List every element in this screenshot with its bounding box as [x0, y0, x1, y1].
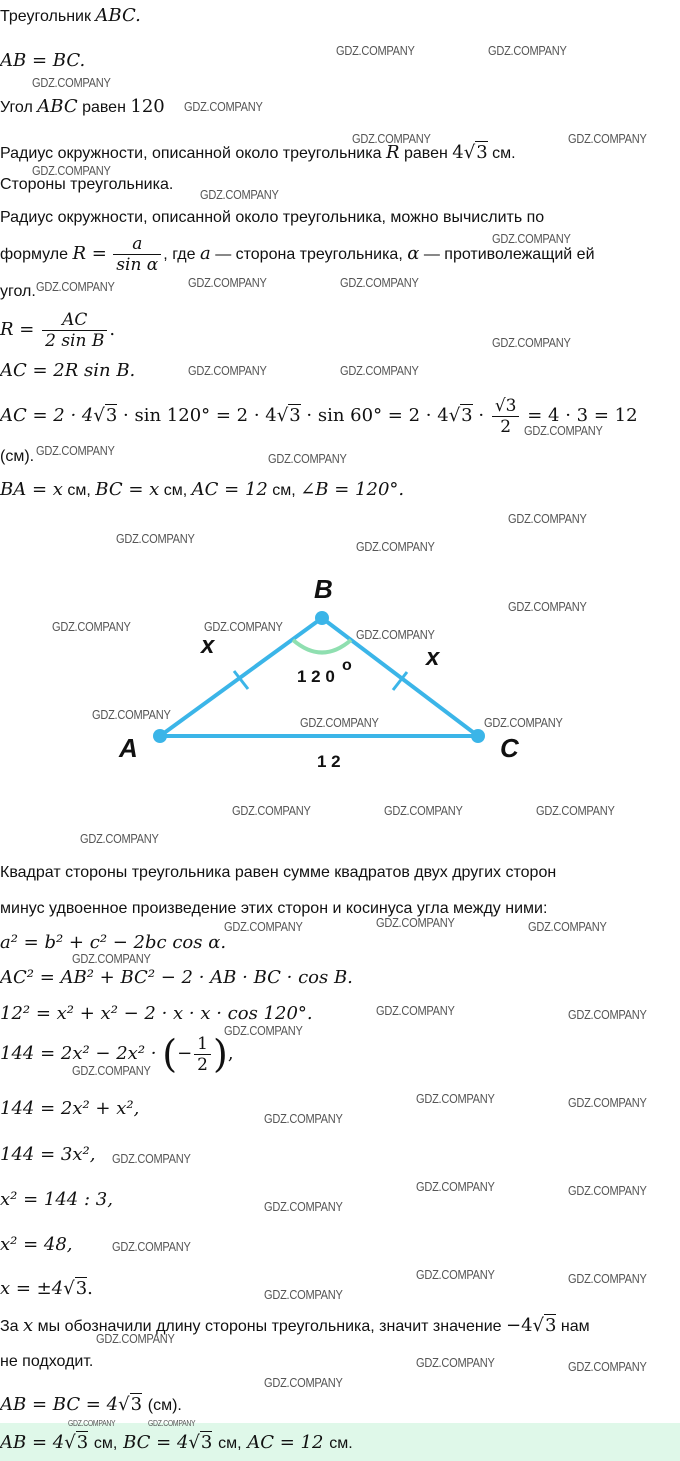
watermark: GDZ.COMPANY — [264, 1287, 343, 1302]
watermark: GDZ.COMPANY — [508, 511, 587, 526]
watermark: GDZ.COMPANY — [204, 619, 283, 634]
watermark: GDZ.COMPANY — [36, 279, 115, 294]
line-cosine-law-2: минус удвоенное произведение этих сторон и косинуса угла между ними: — [0, 900, 548, 917]
line-explain-2: не подходит. — [0, 1353, 94, 1370]
line-radius: Радиус окружности, описанной около треугольника R равен 4√3 см. — [0, 142, 516, 163]
watermark: GDZ.COMPANY — [384, 803, 463, 818]
line-r-formula: R = $\frac{AC}{\text{2 sin B}}$ . — [0, 309, 116, 351]
watermark: GDZ.COMPANY — [536, 803, 615, 818]
watermark: GDZ.COMPANY — [112, 1151, 191, 1166]
watermark: GDZ.COMPANY — [376, 915, 455, 930]
line-answer: AB = 4√3 см, BC = 4√3 см, AC = 12 см. — [0, 1432, 353, 1453]
line-cosine-law-1: Квадрат стороны треугольника равен сумме квадратов двух других сторон — [0, 864, 557, 881]
line-ac-calc: AC = 2 · 4√3 · sin 120° = 2 · 4√3 · sin 60° = 2 · 4√3 · $\frac{√3}{2}$ = 4 · 3 = 12 — [0, 395, 638, 437]
watermark: GDZ.COMPANY — [568, 1271, 647, 1286]
line-formula: формуле R = $\frac{a}{\text{sin α}}$ , где a — сторона треугольника, α — противолежащий ей — [0, 234, 595, 276]
vertex-b-dot — [315, 611, 329, 625]
watermark: GDZ.COMPANY — [568, 131, 647, 146]
watermark: GDZ.COMPANY — [492, 335, 571, 350]
line-sides: Стороны треугольника. — [0, 176, 174, 193]
watermark: GDZ.COMPANY — [356, 627, 435, 642]
line-144-c: 144 = 3x², — [0, 1144, 96, 1165]
label-degree-mark: о — [342, 657, 352, 674]
watermark: GDZ.COMPANY — [148, 1419, 196, 1428]
line-x2-48: x² = 48, — [0, 1234, 73, 1255]
line-cm: (см). — [0, 448, 35, 465]
line-ab-bc: AB = BC. — [0, 50, 86, 71]
line-angle: Угол ABC равен 120 — [0, 96, 165, 117]
watermark: GDZ.COMPANY — [264, 1199, 343, 1214]
line-angle-word: угол. — [0, 283, 36, 300]
watermark: GDZ.COMPANY — [488, 43, 567, 58]
line-ab-bc-value: AB = BC = 4√3 (см). — [0, 1394, 182, 1415]
watermark: GDZ.COMPANY — [92, 707, 171, 722]
line-ac-squared: AC² = AB² + BC² − 2 · AB · BC · cos B. — [0, 967, 353, 988]
watermark: GDZ.COMPANY — [568, 1095, 647, 1110]
watermark: GDZ.COMPANY — [508, 599, 587, 614]
vertex-a-dot — [153, 729, 167, 743]
label-c: C — [500, 733, 519, 763]
watermark: GDZ.COMPANY — [232, 803, 311, 818]
watermark: GDZ.COMPANY — [188, 363, 267, 378]
label-side-ab: x — [201, 632, 215, 659]
watermark: GDZ.COMPANY — [568, 1183, 647, 1198]
watermark: GDZ.COMPANY — [188, 275, 267, 290]
watermark: GDZ.COMPANY — [484, 715, 563, 730]
label-b: B — [314, 574, 333, 604]
watermark: GDZ.COMPANY — [416, 1091, 495, 1106]
label-angle-b: 1 2 0 — [297, 667, 335, 686]
watermark: GDZ.COMPANY — [80, 831, 159, 846]
watermark: GDZ.COMPANY — [184, 99, 263, 114]
watermark: GDZ.COMPANY — [32, 163, 111, 178]
line-triangle: Треугольник ABC. — [0, 5, 141, 26]
line-x-value: x = ±4√3. — [0, 1278, 93, 1299]
label-side-bc: x — [426, 644, 440, 671]
label-side-ac: 1 2 — [317, 752, 341, 771]
label-a: A — [119, 733, 138, 763]
line-formula-intro: Радиус окружности, описанной около треугольника, можно вычислить по — [0, 209, 545, 226]
triangle-figure — [80, 565, 520, 775]
line-x2-div: x² = 144 : 3, — [0, 1189, 113, 1210]
watermark: GDZ.COMPANY — [340, 275, 419, 290]
watermark: GDZ.COMPANY — [224, 1023, 303, 1038]
watermark: GDZ.COMPANY — [224, 919, 303, 934]
vertex-c-dot — [471, 729, 485, 743]
watermark: GDZ.COMPANY — [524, 423, 603, 438]
line-given: BA = x см, BC = x см, AC = 12 см, ∠B = 120°. — [0, 479, 405, 500]
line-144-a: 144 = 2x² − 2x² · (− $\frac{1}{2}$ ), — [0, 1032, 234, 1076]
watermark: GDZ.COMPANY — [72, 1063, 151, 1078]
angle-b-arc — [293, 640, 351, 653]
watermark: GDZ.COMPANY — [416, 1179, 495, 1194]
line-cosine-formula: a² = b² + c² − 2bc cos α. — [0, 932, 227, 953]
watermark: GDZ.COMPANY — [72, 951, 151, 966]
watermark: GDZ.COMPANY — [300, 715, 379, 730]
watermark: GDZ.COMPANY — [352, 131, 431, 146]
line-explain-1: За x мы обозначили длину стороны треугольника, значит значение −4√3 нам — [0, 1315, 590, 1336]
watermark: GDZ.COMPANY — [492, 231, 571, 246]
watermark: GDZ.COMPANY — [568, 1007, 647, 1022]
watermark: GDZ.COMPANY — [32, 75, 111, 90]
watermark: GDZ.COMPANY — [376, 1003, 455, 1018]
line-12-squared: 12² = x² + x² − 2 · x · x · cos 120°. — [0, 1003, 313, 1024]
watermark: GDZ.COMPANY — [68, 1419, 116, 1428]
watermark: GDZ.COMPANY — [116, 531, 195, 546]
watermark: GDZ.COMPANY — [36, 443, 115, 458]
watermark: GDZ.COMPANY — [416, 1355, 495, 1370]
watermark: GDZ.COMPANY — [96, 1331, 175, 1346]
watermark: GDZ.COMPANY — [112, 1239, 191, 1254]
watermark: GDZ.COMPANY — [200, 187, 279, 202]
watermark: GDZ.COMPANY — [264, 1375, 343, 1390]
watermark: GDZ.COMPANY — [264, 1111, 343, 1126]
watermark: GDZ.COMPANY — [416, 1267, 495, 1282]
watermark: GDZ.COMPANY — [52, 619, 131, 634]
watermark: GDZ.COMPANY — [268, 451, 347, 466]
line-ac-formula: AC = 2R sin B. — [0, 360, 136, 381]
watermark: GDZ.COMPANY — [568, 1359, 647, 1374]
watermark: GDZ.COMPANY — [340, 363, 419, 378]
watermark: GDZ.COMPANY — [336, 43, 415, 58]
watermark: GDZ.COMPANY — [528, 919, 607, 934]
line-144-b: 144 = 2x² + x², — [0, 1098, 140, 1119]
watermark: GDZ.COMPANY — [356, 539, 435, 554]
